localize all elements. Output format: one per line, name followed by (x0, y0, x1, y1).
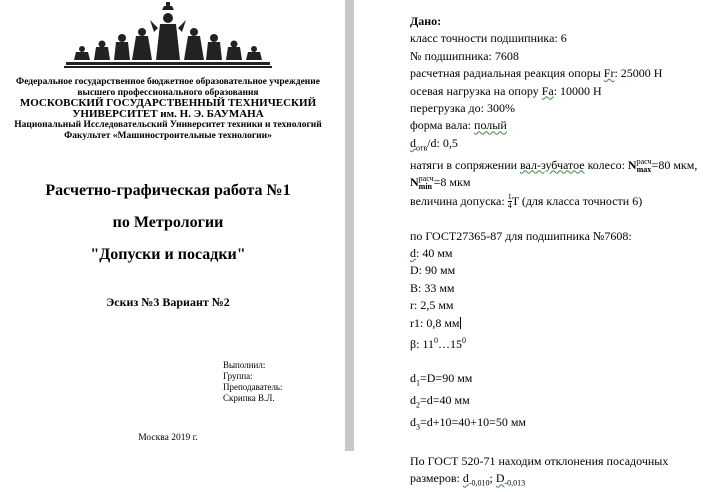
spacer (410, 211, 700, 228)
D: D (495, 471, 505, 486)
value: =80 мкм, (651, 157, 698, 172)
document-body[interactable] (410, 13, 700, 492)
shaft-shape-line (410, 117, 700, 134)
d2-line (410, 392, 700, 414)
group-label: Группа: (223, 371, 253, 381)
text: …15 (438, 337, 462, 352)
university-emblem-icon (62, 2, 274, 72)
d: d (410, 415, 416, 430)
interference-line (410, 157, 700, 174)
d: d (462, 471, 469, 486)
d: d (410, 393, 416, 408)
header-line: Факультет «Машиностроительные технологии» (64, 130, 272, 141)
sup: 0 (434, 336, 438, 346)
deviation-line-2 (410, 470, 700, 492)
d: d (410, 135, 416, 150)
n-indices (637, 158, 652, 174)
beta-line (410, 332, 700, 353)
text-cursor (460, 317, 461, 329)
text: осевая нагрузка на опору (410, 83, 542, 98)
sketch-variant: Эскиз №3 Вариант №2 (106, 295, 230, 309)
sub: 3 (416, 422, 420, 432)
sub: отв (416, 143, 428, 153)
header-line: Национальный Исследовательский Университет техники и технологий (14, 120, 322, 130)
sub: 1 (416, 378, 420, 388)
symbol: Fa (541, 83, 554, 98)
symbol: Fr (603, 66, 615, 81)
author-info (223, 360, 283, 404)
done-by-label: Выполнил: (223, 360, 266, 370)
sup: расч (418, 173, 434, 183)
sub: -0,010 (468, 478, 490, 488)
ratio-symbol (410, 135, 428, 153)
header-line: МОСКОВСКИЙ ГОСУДАРСТВЕННЫЙ ТЕХНИЧЕСКИЙ (19, 97, 317, 109)
value: =D=90 мм (420, 371, 473, 386)
tolerance-line (410, 191, 700, 211)
separator: ; (489, 471, 496, 486)
overload-line: перегрузка до: 300% (410, 101, 515, 116)
numerator: 1 (507, 192, 512, 202)
interference-min-line (410, 174, 700, 191)
given-data-page[interactable] (354, 0, 703, 488)
d-line (410, 245, 700, 262)
axial-load-line (410, 83, 700, 100)
bearing-number-line (410, 48, 700, 65)
work-title (8, 181, 328, 277)
n-symbol: N (627, 157, 637, 172)
teacher-name: Скрипка В.Л. (223, 393, 275, 403)
value: : 40 мм (416, 246, 453, 261)
value: /d: 0,5 (427, 135, 458, 150)
d1-line (410, 370, 700, 392)
n-symbol: N (410, 174, 419, 189)
text: № подшипника: (410, 48, 495, 63)
header-line: УНИВЕРСИТЕТ им. Н. Э. БАУМАНА (72, 108, 264, 120)
d: d (410, 246, 416, 261)
text: натяги в сопряжении (410, 157, 521, 172)
teacher-label: Преподаватель: (223, 382, 283, 392)
deviation-line: По ГОСТ 520-71 находим отклонения посадочных (410, 453, 669, 468)
d: d (410, 371, 416, 386)
r-line: r: 2,5 мм (410, 298, 454, 313)
sup: расч (636, 156, 652, 166)
value: : 25000 Н (614, 66, 663, 81)
D-line: D: 90 мм (410, 263, 456, 278)
sup: 0 (462, 336, 466, 346)
page-divider (345, 0, 354, 451)
sub: 2 (416, 400, 420, 410)
radial-reaction-line (410, 65, 700, 82)
text: вал-зубчатое (520, 157, 585, 172)
D-deviation (495, 471, 526, 488)
d-deviation (462, 471, 490, 488)
header-line: высшего профессионального образования (77, 87, 259, 98)
value: =8 мкм (433, 174, 471, 189)
value: 7608 (494, 48, 519, 63)
n-indices (419, 175, 434, 191)
precision-class-line (410, 30, 700, 47)
value: =d=40 мм (420, 393, 470, 408)
text: форма вала: (410, 118, 475, 133)
denominator: 4 (507, 201, 512, 211)
value: T (для класса точности 6) (511, 193, 643, 208)
sub: min (418, 181, 433, 191)
value: =d+10=40+10=50 мм (420, 415, 527, 430)
text: колесо: (584, 157, 628, 172)
header-line: Федеральное государственное бюджетное образовательное учреждение (16, 77, 320, 87)
title-page (0, 0, 345, 451)
text: расчетная радиальная реакция опоры (410, 66, 604, 81)
d3-line (410, 414, 700, 436)
given-heading: Дано: (410, 14, 442, 28)
institution-header (8, 77, 328, 141)
B-line: B: 33 мм (410, 280, 455, 295)
ratio-line (410, 135, 700, 157)
text: класс точности подшипника: (410, 31, 561, 46)
text: размеров: (410, 471, 463, 486)
text: r1: 0,8 мм (410, 315, 460, 330)
value: 6 (560, 31, 567, 46)
city-year: Москва 2019 г. (138, 433, 198, 443)
title-line: по Метрологии (112, 214, 224, 231)
value: полый (474, 118, 507, 133)
text: β: 11 (410, 337, 434, 352)
sub: max (636, 164, 652, 174)
spacer (410, 436, 700, 453)
r1-line (410, 315, 700, 332)
sub: -0,013 (504, 478, 526, 488)
title-line: "Допуски и посадки" (90, 246, 246, 263)
spacer (410, 353, 700, 370)
title-line: Расчетно-графическая работа №1 (45, 182, 291, 199)
value: : 10000 Н (553, 83, 602, 98)
text: величина допуска: (410, 193, 508, 208)
gost-bearing-line: по ГОСТ27365-87 для подшипника №7608: (410, 228, 632, 243)
